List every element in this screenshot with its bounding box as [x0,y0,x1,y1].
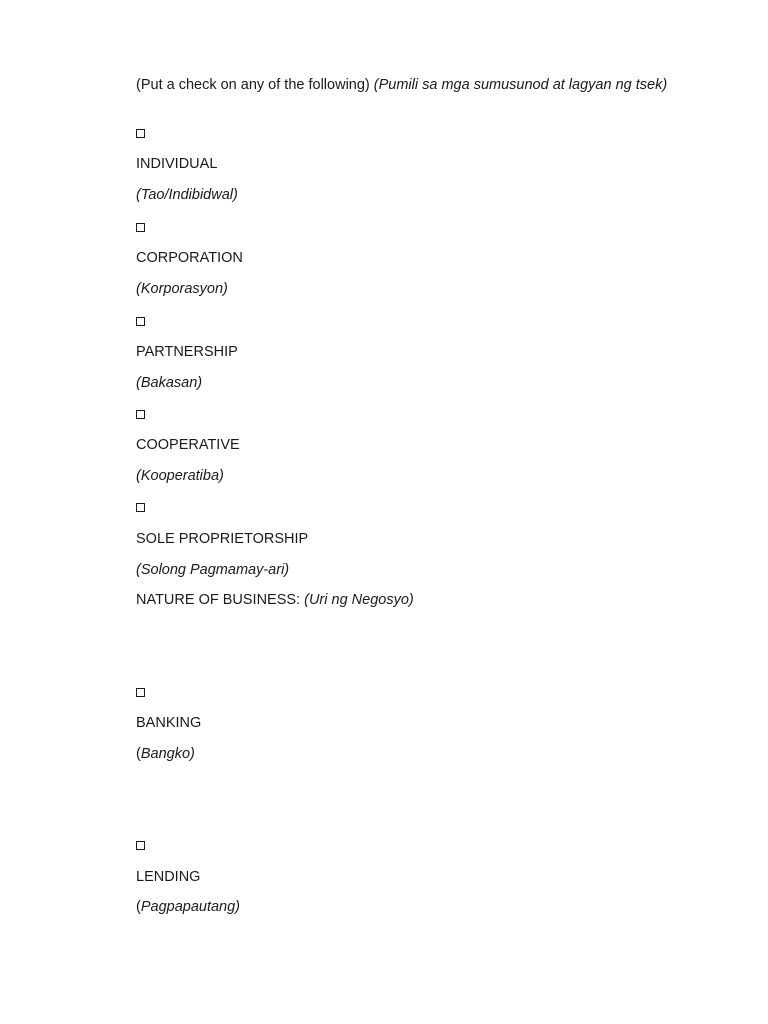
option-translation-cooperative: (Kooperatiba) [136,468,224,484]
nature-of-business-translation: (Uri ng Negosyo) [304,592,414,608]
instruction-filipino: (Pumili sa mga sumusunod at lagyan ng tsek) [373,77,668,93]
checkbox-lending[interactable] [136,841,145,850]
option-label-corporation: CORPORATION [136,250,243,266]
option-label-sole-proprietorship: SOLE PROPRIETORSHIP [136,531,309,547]
option-label-cooperative: COOPERATIVE [136,437,240,453]
option-label-individual: INDIVIDUAL [136,156,218,172]
checkbox-individual[interactable] [136,129,145,138]
instruction-text [90,78,670,93]
nature-of-business-label: NATURE OF BUSINESS: [136,592,301,608]
option-translation-individual: (Tao/Indibidwal) [136,187,238,203]
option-translation-corporation: (Korporasyon) [136,281,228,297]
paren-open: ( [136,746,141,762]
checkbox-banking[interactable] [136,688,145,697]
option-translation-banking [136,746,195,763]
checkbox-sole-proprietorship[interactable] [136,503,145,512]
translation-text: Bangko) [140,746,195,762]
option-translation-lending [136,899,240,916]
checkbox-partnership[interactable] [136,317,145,326]
option-translation-partnership: (Bakasan) [136,375,203,391]
paren-open: ( [136,899,141,915]
nature-of-business-heading [136,592,414,609]
option-label-banking: BANKING [136,715,202,731]
translation-text: Pagpapautang) [140,899,241,915]
instruction-english: (Put a check on any of the following) [136,77,370,93]
option-label-partnership: PARTNERSHIP [136,344,238,360]
checkbox-corporation[interactable] [136,223,145,232]
checkbox-cooperative[interactable] [136,410,145,419]
option-translation-sole-proprietorship: (Solong Pagmamay-ari) [136,562,290,578]
option-label-lending: LENDING [136,869,201,885]
